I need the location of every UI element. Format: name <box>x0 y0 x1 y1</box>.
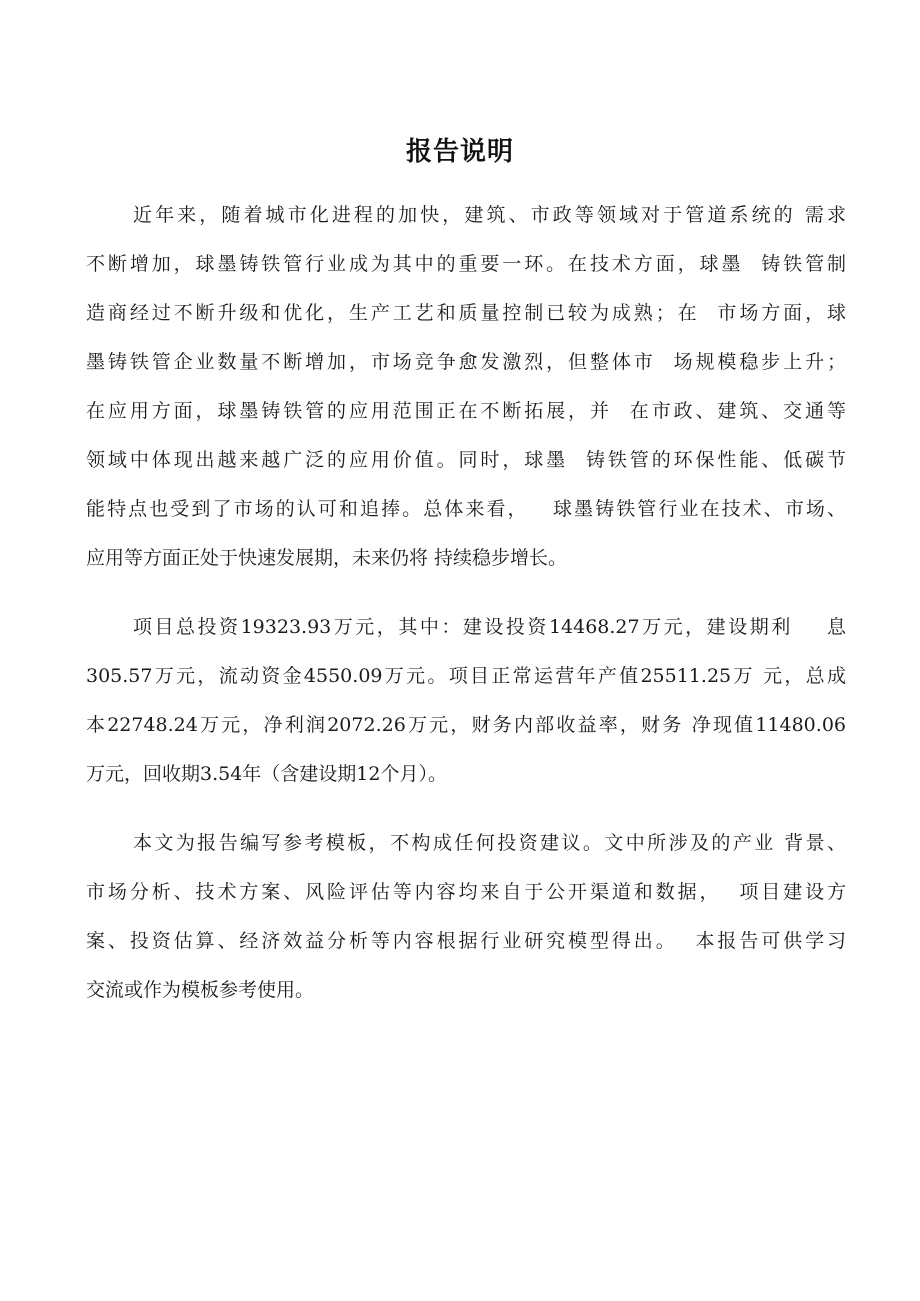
paragraph-1-line-2: 不断增加，球墨铸铁管行业成为其中的重要一环。在技术方面，球墨 铸铁管制 <box>86 253 846 275</box>
paragraph-2-line-4: 万元，回收期3.54年（含建设期12个月）。 <box>86 763 447 785</box>
paragraph-1-line-6: 领域中体现出越来越广泛的应用价值。同时，球墨 铸铁管的环保性能、低碳节 <box>86 449 846 471</box>
paragraph-2-line-1: 项目总投资19323.93万元，其中：建设投资14468.27万元，建设期利 息 <box>133 616 846 638</box>
paragraph-2-line-2: 305.57万元，流动资金4550.09万元。项目正常运营年产值25511.25万 元，总成 <box>86 665 846 687</box>
paragraph-3-line-2: 市场分析、技术方案、风险评估等内容均来自于公开渠道和数据， 项目建设方 <box>86 881 846 903</box>
paragraph-1-line-5: 在应用方面，球墨铸铁管的应用范围正在不断拓展，并 在市政、建筑、交通等 <box>86 400 846 422</box>
paragraph-2-line-3: 本22748.24万元，净利润2072.26万元，财务内部收益率，财务 净现值11480.06 <box>86 714 846 736</box>
paragraph-1-line-7: 能特点也受到了市场的认可和追捧。总体来看， 球墨铸铁管行业在技术、市场、 <box>86 498 846 520</box>
paragraph-1-line-3: 造商经过不断升级和优化，生产工艺和质量控制已较为成熟；在 市场方面，球 <box>86 302 846 324</box>
paragraph-1-line-1: 近年来，随着城市化进程的加快，建筑、市政等领域对于管道系统的 需求 <box>133 204 846 226</box>
page-title: 报告说明 <box>405 137 514 167</box>
paragraph-3-line-4: 交流或作为模板参考使用。 <box>86 979 315 1001</box>
paragraph-3-line-3: 案、投资估算、经济效益分析等内容根据行业研究模型得出。 本报告可供学习 <box>86 930 846 952</box>
paragraph-1-line-4: 墨铸铁管企业数量不断增加，市场竞争愈发激烈，但整体市 场规模稳步上升； <box>86 351 846 373</box>
paragraph-1-line-8: 应用等方面正处于快速发展期，未来仍将 持续稳步增长。 <box>86 547 568 569</box>
paragraph-3-line-1: 本文为报告编写参考模板，不构成任何投资建议。文中所涉及的产业 背景、 <box>133 832 846 854</box>
